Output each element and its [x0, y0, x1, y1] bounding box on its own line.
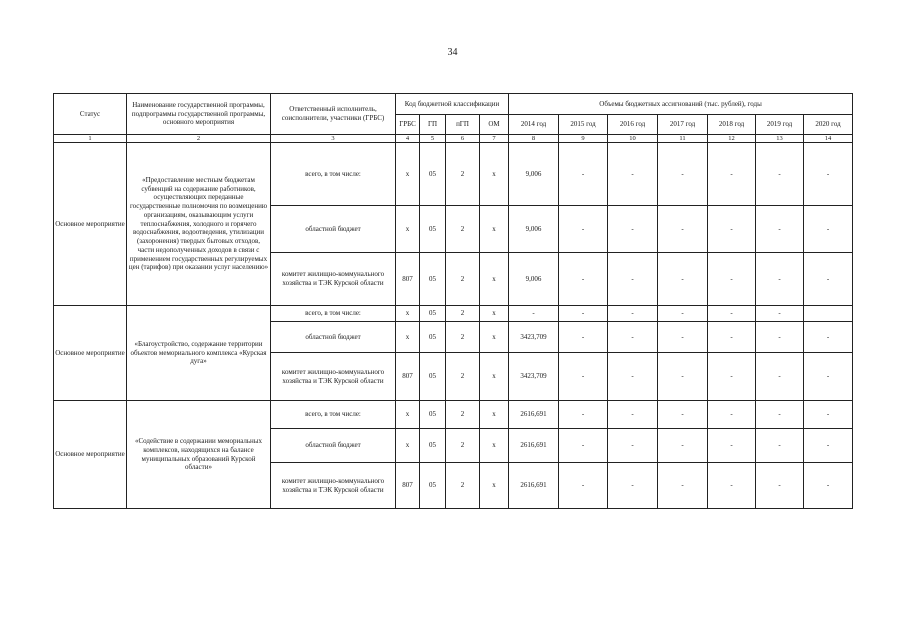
executor-cell: областной бюджет [271, 429, 396, 463]
header-gp: ГП [420, 115, 446, 135]
col-number: 5 [420, 135, 446, 143]
gp-cell: 05 [420, 253, 446, 306]
value-2014: 9,006 [509, 206, 559, 253]
value-2017: - [658, 306, 708, 322]
budget-table [53, 93, 853, 509]
value-2019: - [756, 253, 804, 306]
pgp-cell: 2 [446, 206, 480, 253]
header-grbs: ГРБС [396, 115, 420, 135]
table-row [54, 143, 853, 206]
value-2020: - [804, 143, 853, 206]
value-2020: - [804, 429, 853, 463]
om-cell: х [480, 353, 509, 401]
col-number: 7 [480, 135, 509, 143]
executor-cell: областной бюджет [271, 322, 396, 353]
value-2014: 2616,691 [509, 429, 559, 463]
status-cell: Основное мероприятие [54, 143, 127, 306]
grbs-cell: 807 [396, 253, 420, 306]
gp-cell: 05 [420, 429, 446, 463]
grbs-cell: 807 [396, 463, 420, 509]
value-2017: - [658, 353, 708, 401]
value-2020 [804, 306, 853, 322]
gp-cell: 05 [420, 306, 446, 322]
value-2015: - [559, 463, 608, 509]
executor-cell: комитет жилищно-коммунального хозяйства и ТЭК Курской области [271, 353, 396, 401]
value-2020: - [804, 322, 853, 353]
value-2017: - [658, 401, 708, 429]
grbs-cell: х [396, 401, 420, 429]
col-number: 10 [608, 135, 658, 143]
header-year-2018: 2018 год [708, 115, 756, 135]
measure-name-cell: «Благоустройство, содержание территории объектов мемориального комплекса «Курская дуга» [127, 306, 271, 401]
header-executor: Ответственный исполнитель, соисполнители, участники (ГРБС) [271, 94, 396, 135]
value-2019: - [756, 401, 804, 429]
header-year-2014: 2014 год [509, 115, 559, 135]
executor-cell: всего, в том числе: [271, 401, 396, 429]
header-name: Наименование государственной программы, подпрограммы государственной программы, основного мероприятия [127, 94, 271, 135]
header-year-2020: 2020 год [804, 115, 853, 135]
header-year-2016: 2016 год [608, 115, 658, 135]
col-number: 1 [54, 135, 127, 143]
value-2018: - [708, 206, 756, 253]
grbs-cell: 807 [396, 353, 420, 401]
om-cell: х [480, 206, 509, 253]
grbs-cell: х [396, 429, 420, 463]
header-om: ОМ [480, 115, 509, 135]
value-2015: - [559, 306, 608, 322]
value-2020: - [804, 253, 853, 306]
value-2014: 9,006 [509, 253, 559, 306]
value-2016: - [608, 353, 658, 401]
value-2016: - [608, 401, 658, 429]
pgp-cell: 2 [446, 401, 480, 429]
value-2019: - [756, 306, 804, 322]
col-number: 12 [708, 135, 756, 143]
value-2019: - [756, 322, 804, 353]
value-2014: 9,006 [509, 143, 559, 206]
om-cell: х [480, 429, 509, 463]
header-year-2019: 2019 год [756, 115, 804, 135]
grbs-cell: х [396, 322, 420, 353]
value-2018: - [708, 463, 756, 509]
col-number: 11 [658, 135, 708, 143]
gp-cell: 05 [420, 322, 446, 353]
om-cell: х [480, 322, 509, 353]
column-number-row [54, 135, 853, 143]
value-2014: 3423,709 [509, 353, 559, 401]
value-2018: - [708, 353, 756, 401]
value-2019: - [756, 463, 804, 509]
value-2015: - [559, 429, 608, 463]
value-2015: - [559, 353, 608, 401]
value-2016: - [608, 322, 658, 353]
header-year-2017: 2017 год [658, 115, 708, 135]
value-2020: - [804, 353, 853, 401]
grbs-cell: х [396, 206, 420, 253]
value-2015: - [559, 322, 608, 353]
value-2016: - [608, 306, 658, 322]
value-2017: - [658, 463, 708, 509]
value-2020: - [804, 463, 853, 509]
gp-cell: 05 [420, 143, 446, 206]
executor-cell: областной бюджет [271, 206, 396, 253]
executor-cell: всего, в том числе: [271, 306, 396, 322]
header-volumes: Объемы бюджетных ассигнований (тыс. рублей), годы [509, 94, 853, 115]
value-2016: - [608, 463, 658, 509]
status-cell: Основное мероприятие [54, 306, 127, 401]
value-2014: 2616,691 [509, 401, 559, 429]
pgp-cell: 2 [446, 463, 480, 509]
table-row [54, 306, 853, 322]
value-2019: - [756, 429, 804, 463]
value-2019: - [756, 143, 804, 206]
value-2015: - [559, 143, 608, 206]
measure-name-cell: «Предоставление местным бюджетам субвенций на содержание работников, осуществляющих переданные государственные полномочия по возмещению организациям, оказывающим услуги теплоснабжения, холодного и горячего водоснабжения, водоотведения, утилизации (захоронения) твердых бытовых отходов, части недополученных доходов в связи с применением государственных регулируемых цен (тарифов) при оказании услуг населению» [127, 143, 271, 306]
om-cell: х [480, 306, 509, 322]
pgp-cell: 2 [446, 143, 480, 206]
measure-name-cell: «Содействие в содержании мемориальных комплексов, находящихся на балансе муниципальных образований Курской области» [127, 401, 271, 509]
header-status: Статус [54, 94, 127, 135]
gp-cell: 05 [420, 463, 446, 509]
header-year-2015: 2015 год [559, 115, 608, 135]
header-budget-code: Код бюджетной классификации [396, 94, 509, 115]
table-row [54, 401, 853, 429]
gp-cell: 05 [420, 353, 446, 401]
value-2014: - [509, 306, 559, 322]
om-cell: х [480, 143, 509, 206]
col-number: 3 [271, 135, 396, 143]
gp-cell: 05 [420, 206, 446, 253]
pgp-cell: 2 [446, 353, 480, 401]
value-2018: - [708, 322, 756, 353]
executor-cell: всего, в том числе: [271, 143, 396, 206]
pgp-cell: 2 [446, 322, 480, 353]
value-2016: - [608, 206, 658, 253]
value-2018: - [708, 429, 756, 463]
executor-cell: комитет жилищно-коммунального хозяйства и ТЭК Курской области [271, 253, 396, 306]
value-2016: - [608, 429, 658, 463]
page-number: 34 [447, 47, 458, 58]
col-number: 8 [509, 135, 559, 143]
grbs-cell: х [396, 143, 420, 206]
value-2018: - [708, 401, 756, 429]
om-cell: х [480, 401, 509, 429]
value-2014: 3423,709 [509, 322, 559, 353]
value-2017: - [658, 253, 708, 306]
value-2017: - [658, 322, 708, 353]
om-cell: х [480, 253, 509, 306]
om-cell: х [480, 463, 509, 509]
value-2014: 2616,691 [509, 463, 559, 509]
status-cell: Основное мероприятие [54, 401, 127, 509]
value-2017: - [658, 429, 708, 463]
value-2020: - [804, 401, 853, 429]
value-2017: - [658, 143, 708, 206]
value-2019: - [756, 206, 804, 253]
gp-cell: 05 [420, 401, 446, 429]
value-2017: - [658, 206, 708, 253]
value-2018: - [708, 253, 756, 306]
pgp-cell: 2 [446, 253, 480, 306]
header-pgp: пГП [446, 115, 480, 135]
col-number: 6 [446, 135, 480, 143]
value-2015: - [559, 401, 608, 429]
col-number: 4 [396, 135, 420, 143]
value-2016: - [608, 143, 658, 206]
col-number: 9 [559, 135, 608, 143]
executor-cell: комитет жилищно-коммунального хозяйства и ТЭК Курской области [271, 463, 396, 509]
pgp-cell: 2 [446, 306, 480, 322]
value-2018: - [708, 143, 756, 206]
value-2016: - [608, 253, 658, 306]
value-2015: - [559, 253, 608, 306]
grbs-cell: х [396, 306, 420, 322]
pgp-cell: 2 [446, 429, 480, 463]
value-2020: - [804, 206, 853, 253]
value-2015: - [559, 206, 608, 253]
value-2018: - [708, 306, 756, 322]
col-number: 13 [756, 135, 804, 143]
col-number: 2 [127, 135, 271, 143]
col-number: 14 [804, 135, 853, 143]
value-2019: - [756, 353, 804, 401]
